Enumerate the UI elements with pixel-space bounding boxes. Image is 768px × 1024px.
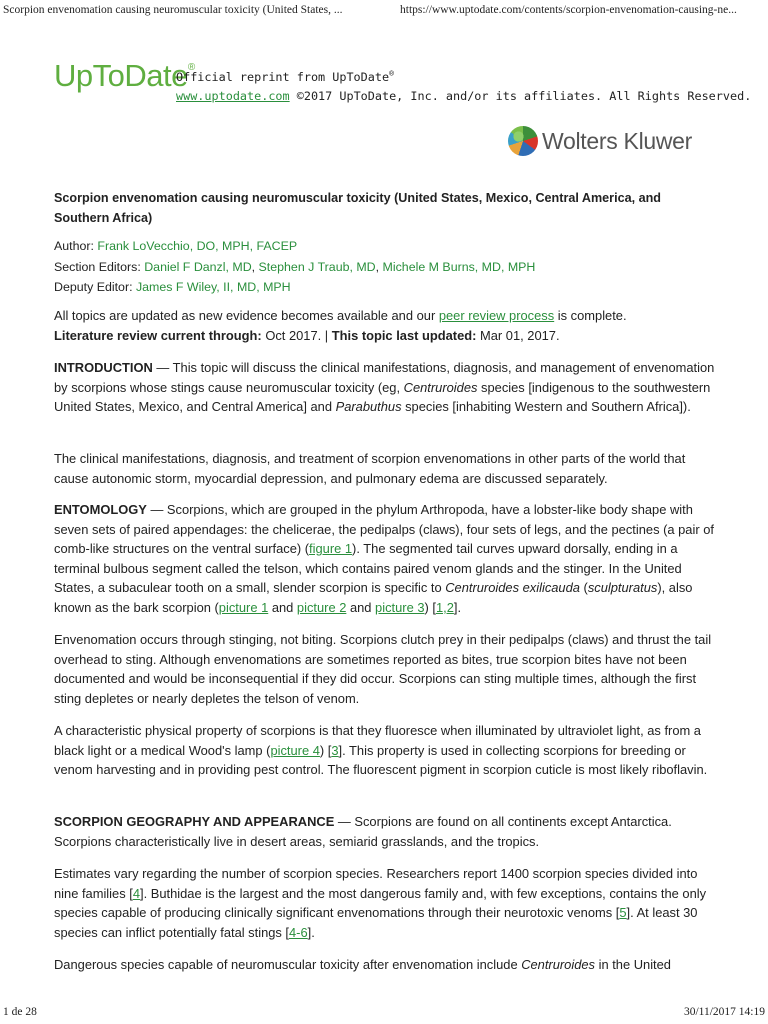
print-timestamp: 30/11/2017 14:19 [683,1006,765,1018]
print-header [0,0,768,20]
uptodate-site-link[interactable]: www.uptodate.com [176,88,290,103]
publisher-name: Wolters Kluwer [542,128,693,154]
entomology-paragraph: ENTOMOLOGY — Scorpions, which are grouped in the phylum Arthropoda, have a lobster-like body shape with seven sets of paired appendages: the chelicerae, the pedipalps (claws), four sets of legs, and the pectines (a pair of comb-like structures on the ventral surface) (figure 1). The segmented tail curves upward dorsally, ending in a terminal bulbous segment called the telson, which contains paired venom glands and the stinger. In the United States, a subaculear tooth on a small, slender scorpion is specific to Centruroides exilicauda (sculpturatus), also known as the bark scorpion (picture 1 and picture 2 and picture 3) [1,2]. [54,502,714,615]
peer-review-link[interactable]: peer review process [438,308,555,323]
section-editor-link[interactable]: Stephen J Traub, MD [258,260,376,274]
paragraph: The clinical manifestations, diagnosis, and treatment of scorpion envenomations in other parts of the world that cause autonomic storm, myocardial depression, and pulmonary edema are discussed separately. [54,451,686,486]
page-number: 1 de 28 [3,1006,37,1018]
deputy-editor-link[interactable]: James F Wiley, II, MD, MPH [135,280,291,294]
reference-link[interactable]: 4-6 [289,924,308,940]
deputy-editor-line: Deputy Editor: James F Wiley, II, MD, MPH [54,280,291,294]
copyright-text: ©2017 UpToDate, Inc. and/or its affiliates. All Rights Reserved. [296,88,752,103]
page-url-header[interactable]: https://www.uptodate.com/contents/scorpion-envenomation-causing-ne... [400,4,737,16]
picture-link[interactable]: picture 3 [375,599,425,615]
picture-link[interactable]: picture 1 [218,599,269,615]
section-editor-link[interactable]: Daniel F Danzl, MD [144,260,252,274]
picture-link[interactable]: picture 2 [296,599,347,615]
reference-link[interactable]: 4 [132,885,140,901]
section-heading: ENTOMOLOGY [54,502,147,517]
print-footer [0,1002,768,1024]
reference-link[interactable]: 3 [331,742,339,758]
wolters-kluwer-globe-icon [508,126,538,156]
reprint-label: Official reprint from UpToDate [176,69,390,84]
section-heading: INTRODUCTION [54,360,153,375]
article-title: Scorpion envenomation causing neuromuscular toxicity (United States, Mexico, Central America, and Southern Africa) [54,191,661,225]
section-editors-line: Section Editors: Daniel F Danzl, MD, Stephen J Traub, MD, Michele M Burns, MD, MPH [54,260,536,274]
reprint-notice: Official reprint from UpToDate® www.uptodate.com ©2017 UpToDate, Inc. and/or its affiliates. All Rights Reserved. [176,69,752,103]
page-title-header: Scorpion envenomation causing neuromuscular toxicity (United States, ... [3,4,343,16]
species-estimate-paragraph: Estimates vary regarding the number of scorpion species. Researchers report 1400 scorpion species divided into nine families [4]. Buthidae is the largest and the most dangerous family and, with few exceptions, contains the only species capable of producing clinically significant envenomations through their neurotoxic venoms [5]. At least 30 species can inflict potentially fatal stings [4-6]. [54,866,707,940]
reference-link[interactable]: 1,2 [435,599,454,615]
author-link[interactable]: Frank LoVecchio, DO, MPH, FACEP [97,239,298,253]
picture-link[interactable]: picture 4 [270,742,320,758]
paragraph: Dangerous species capable of neuromuscular toxicity after envenomation include Centruroides in the United [54,957,671,972]
figure-link[interactable]: figure 1 [309,541,353,557]
introduction-paragraph: INTRODUCTION — This topic will discuss the clinical manifestations, diagnosis, and management of envenomation by scorpions whose stings cause neuromuscular toxicity (eg, Centruroides species [indigenous to the southwestern United States, Mexico, and Central America] and Parabuthus species [inhabiting Western and Southern Africa]). [54,360,715,415]
reference-link[interactable]: 5 [619,905,627,921]
section-editor-link[interactable]: Michele M Burns, MD, MPH [382,260,536,274]
update-notice: All topics are updated as new evidence becomes available and our peer review process is complete. Literature review current through: Oct 2017. | This topic last updated: Mar 01, 2017. [54,308,627,343]
paragraph: Envenomation occurs through stinging, not biting. Scorpions clutch prey in their pedipalps (claws) and thrust the tail overhead to sting. Although envenomations are sometimes reported as bites, true scorpion bites have not been documented and would be inconsequential if they did occur. Scorpions can sting multiple times, although the first sting depletes or nearly depletes the telson of venom. [54,632,712,706]
geography-paragraph: SCORPION GEOGRAPHY AND APPEARANCE — Scorpions are found on all continents except Antarctica. Scorpions characteristically live in desert areas, semiarid grasslands, and the tropics. [54,814,672,849]
fluorescence-paragraph: A characteristic physical property of scorpions is that they fluoresce when illuminated by ultraviolet light, as from a black light or a medical Wood's lamp (picture 4) [3]. This property is used in collecting scorpions for breeding or venom harvesting and in providing pest control. The fluorescent pigment in scorpion cuticle is most likely riboflavin. [54,723,708,778]
uptodate-logo: UpToDate® [54,58,195,93]
section-heading: SCORPION GEOGRAPHY AND APPEARANCE [54,814,335,829]
author-line: Author: Frank LoVecchio, DO, MPH, FACEP [54,239,298,253]
